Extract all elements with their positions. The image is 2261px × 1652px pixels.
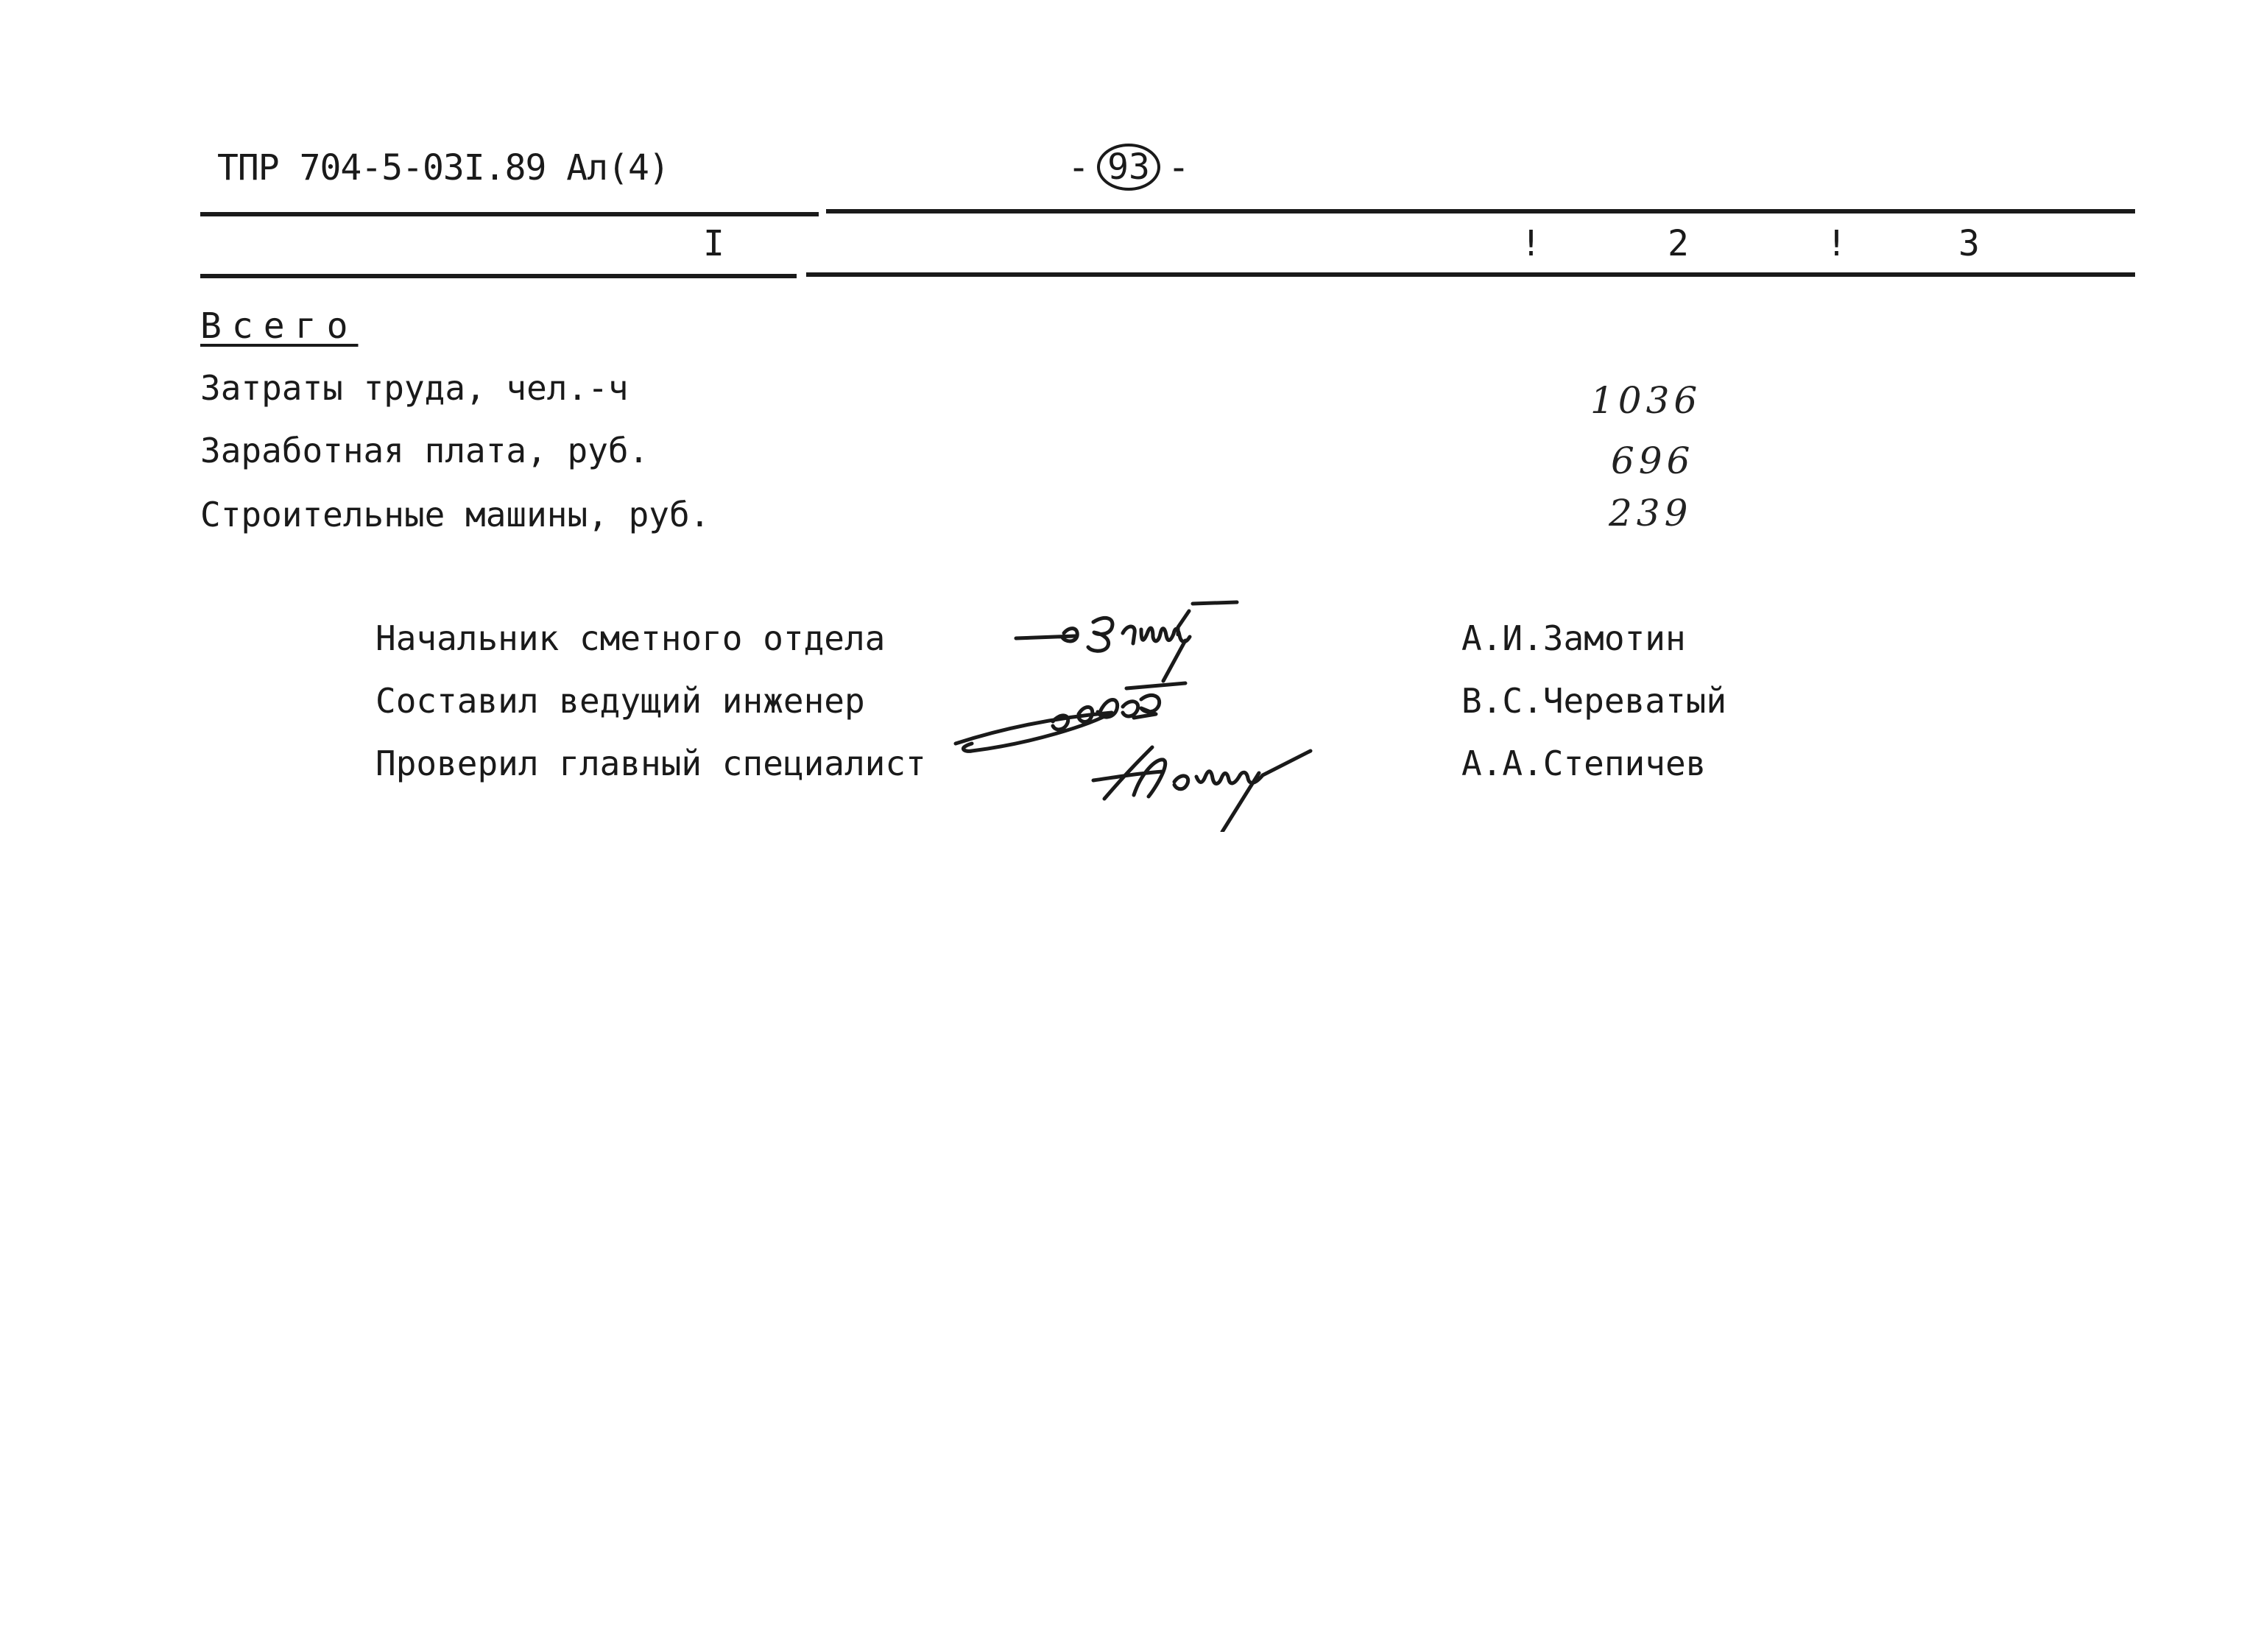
signature-1-flourish — [1163, 602, 1237, 681]
signature-3-stroke — [1093, 747, 1311, 832]
document-code: ТПР 704-5-03I.89 Ал(4) — [217, 147, 669, 188]
column-3-header: 3 — [1958, 223, 1980, 264]
labor-cost-value: 1036 — [1590, 379, 1702, 422]
table-top-rule-left — [200, 212, 819, 216]
machines-label: Строительные машины, руб. — [200, 495, 710, 534]
signature-2-stroke — [956, 683, 1185, 751]
signer-3-name: А.А.Степичев — [1461, 744, 1707, 783]
page-number-value: 93 — [1097, 144, 1160, 191]
column-2-header: 2 — [1668, 223, 1689, 264]
column-separator-1: ! — [1520, 223, 1542, 264]
signer-2-role: Составил ведущий инженер — [375, 681, 865, 721]
page-number — [1068, 144, 1190, 191]
labor-cost-label: Затраты труда, чел.-ч — [200, 368, 629, 408]
signer-2-name: В.С.Череватый — [1461, 681, 1727, 721]
totals-title: Всего — [200, 306, 359, 347]
page-number-dash-right: - — [1167, 146, 1191, 188]
signer-3-role: Проверил главный специалист — [375, 744, 926, 783]
signature-1-stroke — [1016, 618, 1190, 651]
table-bottom-rule-right — [806, 272, 2135, 277]
signer-1-name: А.И.Замотин — [1461, 618, 1686, 658]
page-number-dash-left: - — [1068, 146, 1090, 188]
table-top-rule-right — [826, 209, 2135, 213]
handwritten-signatures — [942, 589, 1414, 832]
table-bottom-rule-left — [200, 274, 797, 278]
column-separator-2: ! — [1826, 223, 1847, 264]
machines-value: 239 — [1609, 492, 1693, 534]
wages-value: 696 — [1611, 440, 1695, 482]
wages-label: Заработная плата, руб. — [200, 431, 649, 470]
column-1-header: I — [703, 223, 724, 264]
signer-1-role: Начальник сметного отдела — [375, 618, 886, 658]
